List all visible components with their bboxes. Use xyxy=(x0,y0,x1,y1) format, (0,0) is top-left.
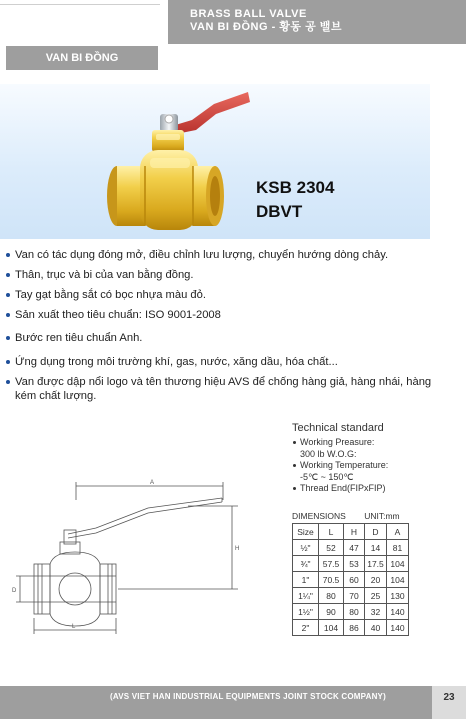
table-cell: 1¼" xyxy=(293,588,319,604)
feature-item: Sản xuất theo tiêu chuẩn: ISO 9001-2008 xyxy=(6,308,446,322)
table-row xyxy=(293,540,409,556)
table-cell: 2" xyxy=(293,620,319,636)
section-tab: VAN BI ĐỒNG xyxy=(6,46,158,70)
feature-item: Tay gạt bằng sắt có bọc nhựa màu đỏ. xyxy=(6,288,446,302)
table-header-cell: Size xyxy=(293,524,319,540)
header-bar xyxy=(168,0,466,44)
feature-item: Bước ren tiêu chuẩn Anh. xyxy=(6,331,446,345)
table-cell: 130 xyxy=(387,588,409,604)
thread-end: Thread End(FIPxFIP) xyxy=(292,483,462,495)
table-cell: 47 xyxy=(344,540,365,556)
table-cell: 52 xyxy=(319,540,344,556)
dim-label-d: D xyxy=(12,588,17,594)
table-cell: 20 xyxy=(365,572,387,588)
table-header-cell: A xyxy=(387,524,409,540)
feature-item: Van được dập nổi logo và tên thương hiệu AVS để chống hàng giả, hàng nhái, hàng kém chất lượng. xyxy=(6,375,446,403)
table-cell: 70 xyxy=(344,588,365,604)
table-row xyxy=(293,620,409,636)
table-cell: 70.5 xyxy=(319,572,344,588)
table-cell: 104 xyxy=(387,572,409,588)
table-cell: 104 xyxy=(319,620,344,636)
page-number: 23 xyxy=(432,686,466,719)
table-cell: ½" xyxy=(293,540,319,556)
table-cell: 81 xyxy=(387,540,409,556)
dimensions-table xyxy=(292,523,409,636)
technical-drawing xyxy=(8,478,278,638)
product-photo-panel xyxy=(0,84,430,239)
feature-item: Thân, trục và bi của van bằng đồng. xyxy=(6,268,446,282)
table-cell: 90 xyxy=(319,604,344,620)
table-cell: 40 xyxy=(365,620,387,636)
footer-company: (AVS VIET HAN INDUSTRIAL EQUIPMENTS JOINT STOCK COMPANY) xyxy=(110,692,386,701)
working-temperature-label: Working Temperature: xyxy=(292,460,462,472)
top-left-rule xyxy=(0,4,160,5)
dimensions-block xyxy=(292,511,409,636)
table-cell: 14 xyxy=(365,540,387,556)
table-row xyxy=(293,572,409,588)
table-cell: 17.5 xyxy=(365,556,387,572)
table-cell: 140 xyxy=(387,620,409,636)
table-header-cell: H xyxy=(344,524,365,540)
table-row xyxy=(293,604,409,620)
dim-label-l: L xyxy=(72,624,76,630)
table-cell: 140 xyxy=(387,604,409,620)
table-cell: 1" xyxy=(293,572,319,588)
table-cell: 80 xyxy=(319,588,344,604)
model-series: DBVT xyxy=(256,202,303,221)
table-row xyxy=(293,556,409,572)
working-pressure-label: Working Preasure: xyxy=(292,437,462,449)
table-cell: 1½" xyxy=(293,604,319,620)
model-code: KSB 2304 xyxy=(256,178,335,197)
table-cell: 104 xyxy=(387,556,409,572)
product-model xyxy=(256,176,334,224)
table-row xyxy=(293,588,409,604)
table-cell: ¾" xyxy=(293,556,319,572)
technical-standard xyxy=(292,421,462,495)
table-cell: 53 xyxy=(344,556,365,572)
table-cell: 86 xyxy=(344,620,365,636)
table-cell: 25 xyxy=(365,588,387,604)
working-pressure-value: 300 lb W.O.G: xyxy=(300,448,357,459)
feature-item: Ứng dụng trong môi trường khí, gas, nước, xăng dầu, hóa chất... xyxy=(6,355,446,369)
technical-title: Technical standard xyxy=(292,422,384,434)
feature-item: Van có tác dụng đóng mở, điều chỉnh lưu lượng, chuyển hướng dòng chảy. xyxy=(6,248,446,262)
table-cell: 57.5 xyxy=(319,556,344,572)
dim-label-h: H xyxy=(235,546,240,552)
dimensions-title: DIMENSIONS xyxy=(292,511,346,521)
header-title-vn-kr: VAN BI ĐỒNG - 황동 공 밸브 xyxy=(190,21,343,33)
dimensions-unit: UNIT:mm xyxy=(364,511,400,521)
dim-label-a: A xyxy=(150,480,155,486)
working-temperature-value: -5℃ ~ 150℃ xyxy=(300,471,354,482)
table-header-cell: D xyxy=(365,524,387,540)
footer-bar xyxy=(0,686,466,719)
table-header-cell: L xyxy=(319,524,344,540)
table-cell: 60 xyxy=(344,572,365,588)
table-header-row xyxy=(293,524,409,540)
feature-list xyxy=(6,248,446,403)
header-title-en: BRASS BALL VALVE xyxy=(190,8,307,20)
brass-ball-valve-photo xyxy=(0,84,430,239)
table-cell: 32 xyxy=(365,604,387,620)
table-cell: 80 xyxy=(344,604,365,620)
